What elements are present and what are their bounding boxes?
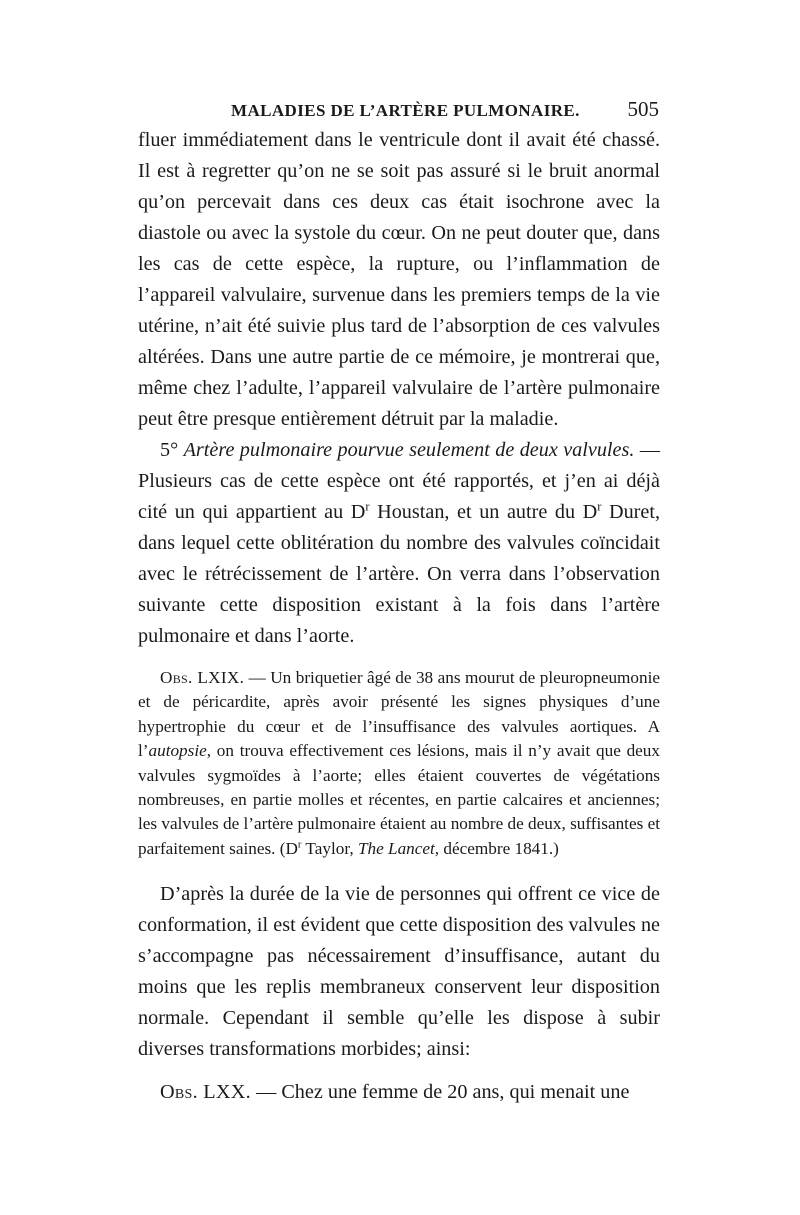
observation-70-text: — Chez une femme de 20 ans, qui menait une xyxy=(251,1081,630,1104)
observation-label: Obs. LXX. xyxy=(160,1081,252,1104)
running-head-title: MALADIES DE L’ARTÈRE PULMONAIRE. xyxy=(231,101,580,120)
section-text-a: — Plusieurs cas de cette espèce ont été rapportés, et j’en ai déjà cité un qui appartient au D xyxy=(138,439,660,523)
section-text-c: Duret, dans lequel cette oblitération du nombre des valvules coïncidait avec le rétrécissement de l’artère. On verra dans l’observation suivante cette disposition existant à la fois dans l’artère pulmonaire et dans l’aorte. xyxy=(138,501,660,647)
section-text-b: Houstan, et un autre du D xyxy=(369,501,598,523)
paragraph-continued: fluer immédiatement dans le ventricule dont il avait été chassé. Il est à regretter qu’on ne se soit pas assuré si le bruit anormal qu’on percevait dans ces deux cas était isochrone avec la diastole ou avec la systole du cœur. On ne peut douter que, dans les cas de cette espèce, la rupture, ou l’inflammation de l’appareil valvulaire, survenue dans les premiers temps de la vie utérine, n’ait été suivie plus tard de l’absorption de ces valvules altérées. Dans une autre partie de ce mémoire, je montrerai que, même chez l’adulte, l’appareil valvulaire de l’artère pulmonaire peut être presque entièrement détruit par la maladie. xyxy=(138,129,660,430)
section-number: 5° xyxy=(160,439,179,461)
section-heading: Artère pulmonaire pourvue seulement de deux valvules. xyxy=(183,439,635,461)
body-text xyxy=(138,125,660,1108)
observation-label: Obs. LXIX. xyxy=(160,668,245,687)
superscript-r: r xyxy=(365,499,370,514)
observation-69-paragraph xyxy=(138,666,660,861)
observation-text-b: , on trouva effectivement ces lésions, mais il n’y avait que deux valvules sygmoïdes à l’aorte; elles étaient couvertes de végétations nombreuses, en partie molles et récentes, en partie calcaires et anciennes; les valvules de l’artère pulmonaire étaient au nombre de deux, suffisantes et parfaitement saines. (D xyxy=(138,741,660,858)
observation-text-a: — Un briquetier âgé de 38 ans mourut de pleuropneumonie et de péricardite, après avoir présenté les signes physiques d’une hypertrophie du cœur et de l’insuffisance des valvules aortiques. A l’ xyxy=(138,668,661,761)
observation-text-d: décembre 1841.) xyxy=(439,838,559,858)
running-head xyxy=(231,97,659,125)
paragraph-section-5 xyxy=(138,435,660,652)
observation-69 xyxy=(138,666,660,861)
paragraph-conclusion: D’après la durée de la vie de personnes qui offrent ce vice de conformation, il est évident que cette disposition des valvules ne s’accompagne pas nécessairement d’insuffisance, autant du moins que les replis membraneux conservent leur disposition normale. Cependant il semble qu’elle les dispose à subir diverses transformations morbides; ainsi: xyxy=(138,883,660,1061)
observation-text-c: Taylor, xyxy=(301,838,358,858)
page-number: 505 xyxy=(627,97,659,121)
journal-title: The Lancet, xyxy=(357,838,440,858)
observation-70 xyxy=(138,1077,660,1108)
superscript-r: r xyxy=(597,499,602,514)
autopsie-term: autopsie xyxy=(148,741,207,761)
superscript-r: r xyxy=(297,839,302,851)
